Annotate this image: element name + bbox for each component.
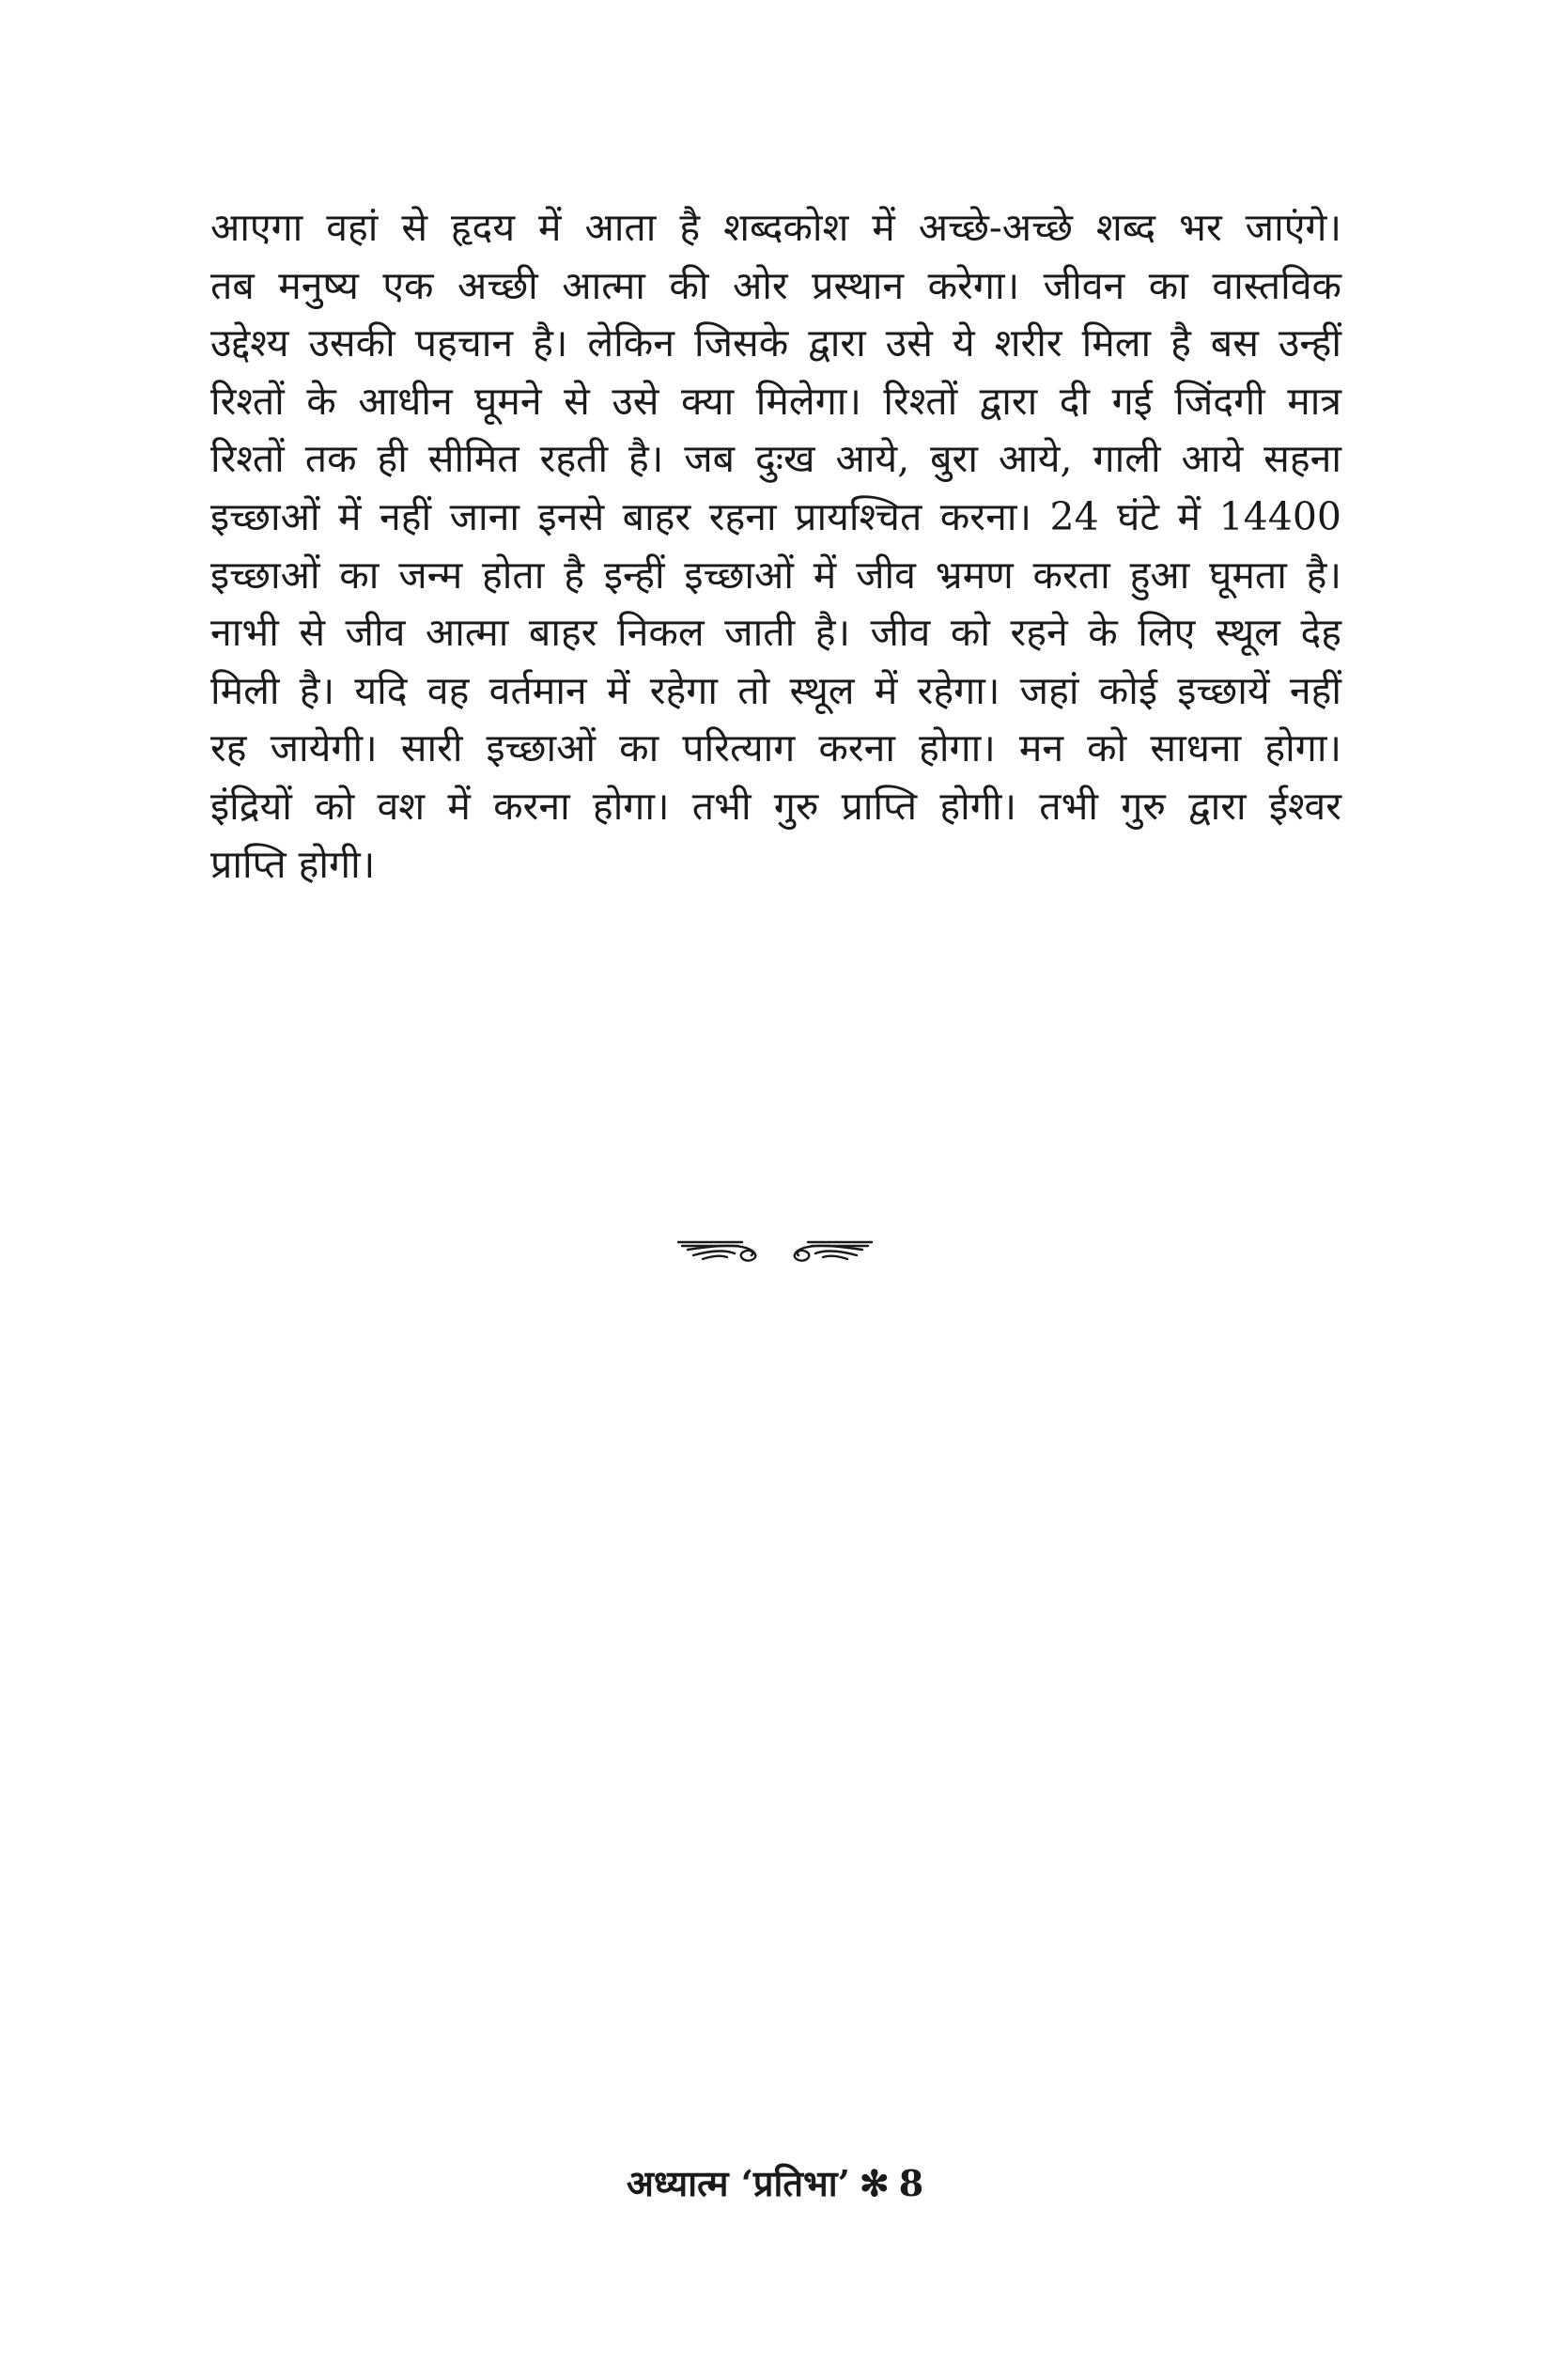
- text-line: तब मनुष्य एक अच्छी आत्मा की ओर प्रस्थान करेगा। जीवन का वास्तविक: [210, 262, 1341, 308]
- text-line: उद्देश्य उसकी पहचान है। लेकिन जिसके द्वारा उसे ये शरीर मिला है बस उन्हीं: [210, 320, 1341, 366]
- page-footer: [0, 2161, 1550, 2206]
- text-line: रिश्तों तक ही सीमित रहती है। जब दुःख आये, बुरा आये, गाली आये सहना: [210, 436, 1341, 482]
- page-number: 8: [898, 2162, 924, 2204]
- body-paragraph: [210, 199, 1341, 894]
- flourish-divider-icon: [676, 1237, 874, 1263]
- text-line: आएगा वहां से हृदय में आता है शब्दकोश में अच्छे-अच्छे शब्द भर जाएंगे।: [210, 205, 1341, 250]
- text-line: इंद्रियों को वश में करना होगा। तभी गुरु प्राप्ति होगी। तभी गुरु द्वारा ईश्वर: [210, 783, 1341, 829]
- text-line: रह जायेगी। सारी इच्छाओं का परित्याग करना होगा। मन को साधना होगा।: [210, 725, 1341, 771]
- book-title: अध्यात्म ‘प्रतिभा’: [626, 2162, 850, 2204]
- text-line: मिली है। यदि वह वर्तमान में रहेगा तो स्थूल में रहेगा। जहां कोई इच्छायें नहीं: [210, 667, 1341, 713]
- text-line: नाभी से जीव आत्मा बाहर निकल जाती है। जीव को रहने के लिए स्थूल देह: [210, 610, 1341, 656]
- text-line: इच्छाओं में नहीं जाना इनसे बाहर रहना प्रायश्चित करना। 24 घंटे में 14400: [210, 493, 1341, 539]
- text-line: प्राप्ति होगी।: [210, 841, 376, 887]
- separator-asterisk-icon: ✻: [859, 2162, 890, 2204]
- text-line: रिश्तों के आधीन घूमने से उसे क्या मिलेगा। रिश्तों द्वारा दी गई जिंदगी मात्र: [210, 378, 1341, 424]
- text-line: इच्छाओं का जन्म होता है इन्हीं इच्छाओं में जीव भ्रमण करता हुआ घूमता है।: [210, 552, 1341, 598]
